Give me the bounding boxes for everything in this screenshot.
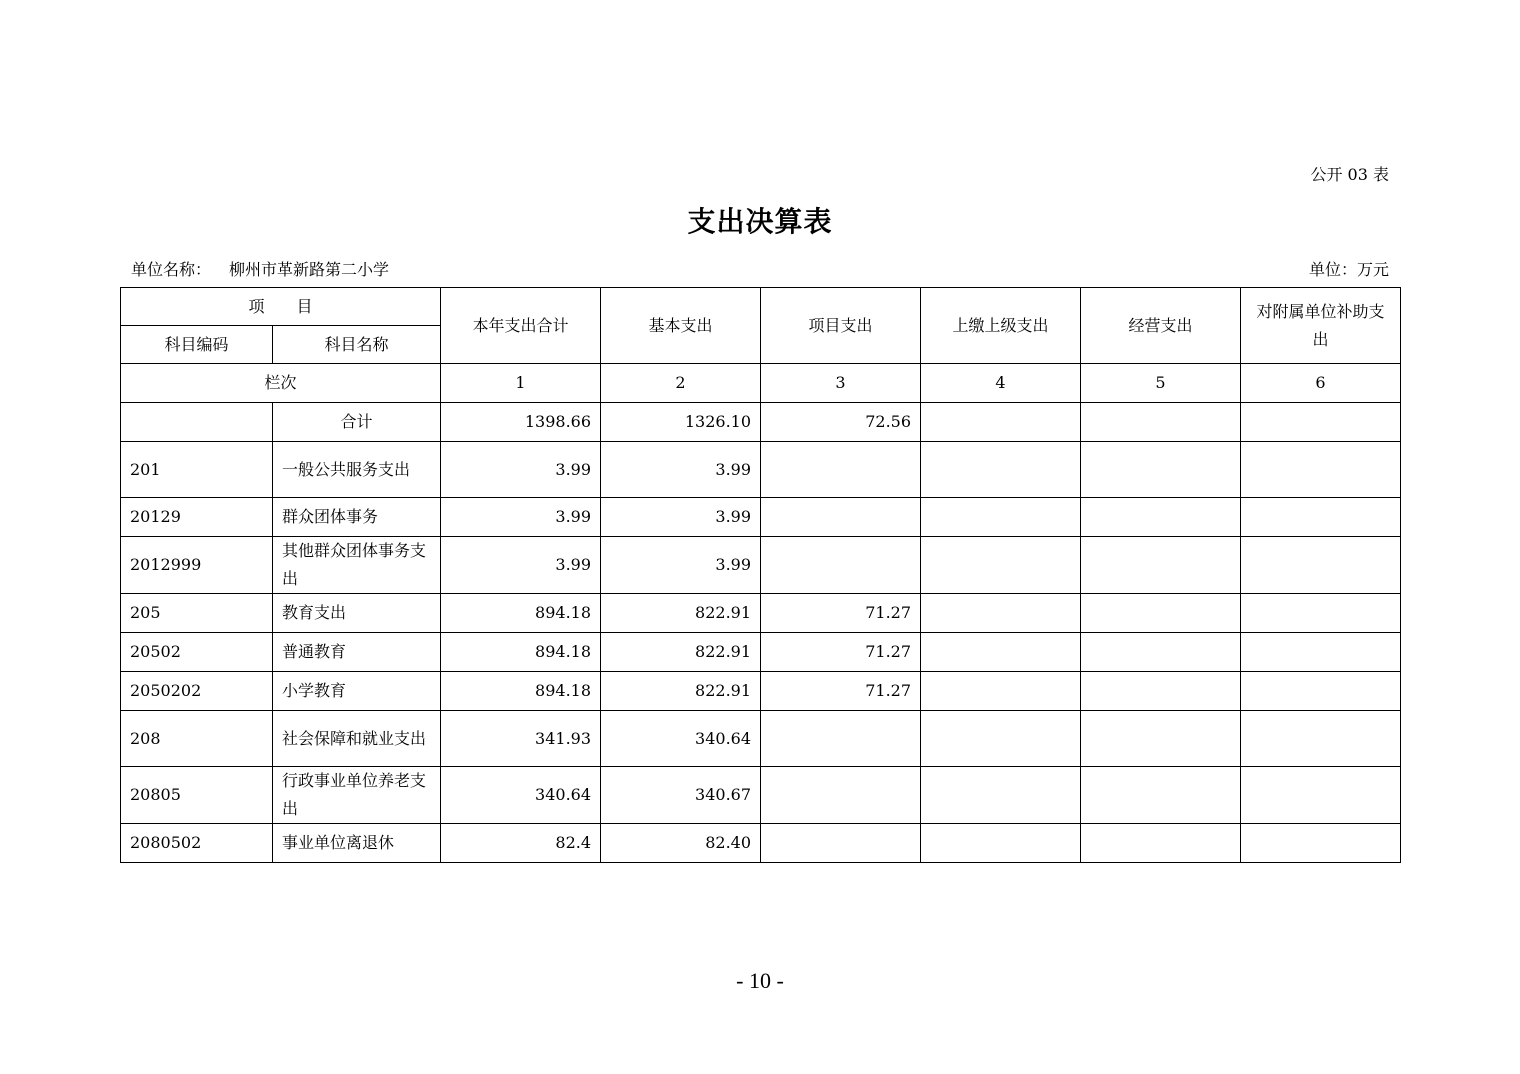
table-row: [121, 633, 1401, 672]
cell-name: 普通教育: [273, 633, 441, 672]
column-index: 4: [921, 364, 1081, 403]
unit-name-value: 柳州市革新路第二小学: [229, 260, 390, 279]
cell-basic: 340.67: [601, 767, 761, 824]
cell-upper: [921, 767, 1081, 824]
cell-business: [1081, 537, 1241, 594]
cell-subsidy: [1241, 711, 1401, 767]
cell-total: 3.99: [441, 498, 601, 537]
header-item: 项 目: [121, 288, 441, 326]
column-index: 2: [601, 364, 761, 403]
cell-project: 71.27: [761, 594, 921, 633]
cell-upper: [921, 633, 1081, 672]
unit-name-label: 单位名称：: [131, 260, 212, 279]
cell-name: 教育支出: [273, 594, 441, 633]
cell-subsidy: [1241, 594, 1401, 633]
cell-upper: [921, 824, 1081, 863]
money-unit: 单位：万元: [1308, 260, 1389, 279]
cell-name: 事业单位离退休: [273, 824, 441, 863]
cell-business: [1081, 442, 1241, 498]
table-row: [121, 498, 1401, 537]
cell-subsidy: [1241, 767, 1401, 824]
cell-total: 894.18: [441, 672, 601, 711]
table-row: [121, 824, 1401, 863]
column-index: 5: [1081, 364, 1241, 403]
cell-name: 合计: [273, 403, 441, 442]
column-index-row: [121, 364, 1401, 403]
cell-basic: 3.99: [601, 537, 761, 594]
cell-subsidy: [1241, 498, 1401, 537]
unit-name-line: [131, 257, 389, 280]
column-index: 6: [1241, 364, 1401, 403]
table-row: [121, 594, 1401, 633]
cell-project: 71.27: [761, 672, 921, 711]
cell-name: 社会保障和就业支出: [273, 711, 441, 767]
cell-upper: [921, 498, 1081, 537]
form-number: 公开 03 表: [1310, 165, 1389, 184]
cell-total: 3.99: [441, 442, 601, 498]
cell-code: 20129: [121, 498, 273, 537]
cell-business: [1081, 594, 1241, 633]
cell-project: 72.56: [761, 403, 921, 442]
cell-project: [761, 442, 921, 498]
cell-total: 341.93: [441, 711, 601, 767]
cell-project: [761, 711, 921, 767]
table-row: [121, 672, 1401, 711]
cell-subsidy: [1241, 403, 1401, 442]
cell-business: [1081, 711, 1241, 767]
cell-name: 群众团体事务: [273, 498, 441, 537]
cell-code: [121, 403, 273, 442]
cell-business: [1081, 633, 1241, 672]
page-title: 支出决算表: [687, 205, 833, 238]
cell-project: [761, 767, 921, 824]
header-row: [121, 288, 1401, 326]
cell-code: 208: [121, 711, 273, 767]
cell-code: 2080502: [121, 824, 273, 863]
cell-total: 1398.66: [441, 403, 601, 442]
cell-subsidy: [1241, 442, 1401, 498]
cell-business: [1081, 672, 1241, 711]
cell-project: [761, 824, 921, 863]
column-index-label: 栏次: [121, 364, 441, 403]
cell-name: 行政事业单位养老支出: [273, 767, 441, 824]
cell-basic: 822.91: [601, 672, 761, 711]
table-row: [121, 767, 1401, 824]
cell-total: 3.99: [441, 537, 601, 594]
cell-subsidy: [1241, 633, 1401, 672]
cell-basic: 822.91: [601, 594, 761, 633]
cell-basic: 3.99: [601, 498, 761, 537]
page-number: - 10 -: [736, 968, 784, 993]
cell-code: 20502: [121, 633, 273, 672]
cell-total: 82.4: [441, 824, 601, 863]
cell-total: 894.18: [441, 594, 601, 633]
table-row: [121, 537, 1401, 594]
cell-upper: [921, 672, 1081, 711]
cell-name: 小学教育: [273, 672, 441, 711]
cell-upper: [921, 594, 1081, 633]
header-project: 项目支出: [761, 288, 921, 364]
cell-basic: 82.40: [601, 824, 761, 863]
header-code: 科目编码: [121, 326, 273, 364]
cell-basic: 1326.10: [601, 403, 761, 442]
cell-code: 2050202: [121, 672, 273, 711]
cell-subsidy: [1241, 672, 1401, 711]
cell-code: 2012999: [121, 537, 273, 594]
column-index: 1: [441, 364, 601, 403]
cell-total: 340.64: [441, 767, 601, 824]
cell-project: [761, 498, 921, 537]
table-row: [121, 403, 1401, 442]
cell-basic: 340.64: [601, 711, 761, 767]
header-total: 本年支出合计: [441, 288, 601, 364]
table-row: [121, 442, 1401, 498]
cell-code: 20805: [121, 767, 273, 824]
header-business: 经营支出: [1081, 288, 1241, 364]
header-upper: 上缴上级支出: [921, 288, 1081, 364]
cell-upper: [921, 537, 1081, 594]
cell-business: [1081, 498, 1241, 537]
cell-basic: 3.99: [601, 442, 761, 498]
cell-project: 71.27: [761, 633, 921, 672]
cell-business: [1081, 767, 1241, 824]
cell-code: 201: [121, 442, 273, 498]
cell-basic: 822.91: [601, 633, 761, 672]
cell-business: [1081, 824, 1241, 863]
cell-upper: [921, 711, 1081, 767]
cell-name: 其他群众团体事务支出: [273, 537, 441, 594]
cell-total: 894.18: [441, 633, 601, 672]
cell-subsidy: [1241, 824, 1401, 863]
cell-upper: [921, 442, 1081, 498]
cell-name: 一般公共服务支出: [273, 442, 441, 498]
cell-code: 205: [121, 594, 273, 633]
cell-upper: [921, 403, 1081, 442]
header-name: 科目名称: [273, 326, 441, 364]
column-index: 3: [761, 364, 921, 403]
cell-business: [1081, 403, 1241, 442]
header-subsidy: 对附属单位补助支出: [1241, 288, 1401, 364]
cell-project: [761, 537, 921, 594]
table-row: [121, 711, 1401, 767]
expenditure-table: [120, 287, 1401, 863]
header-basic: 基本支出: [601, 288, 761, 364]
cell-subsidy: [1241, 537, 1401, 594]
